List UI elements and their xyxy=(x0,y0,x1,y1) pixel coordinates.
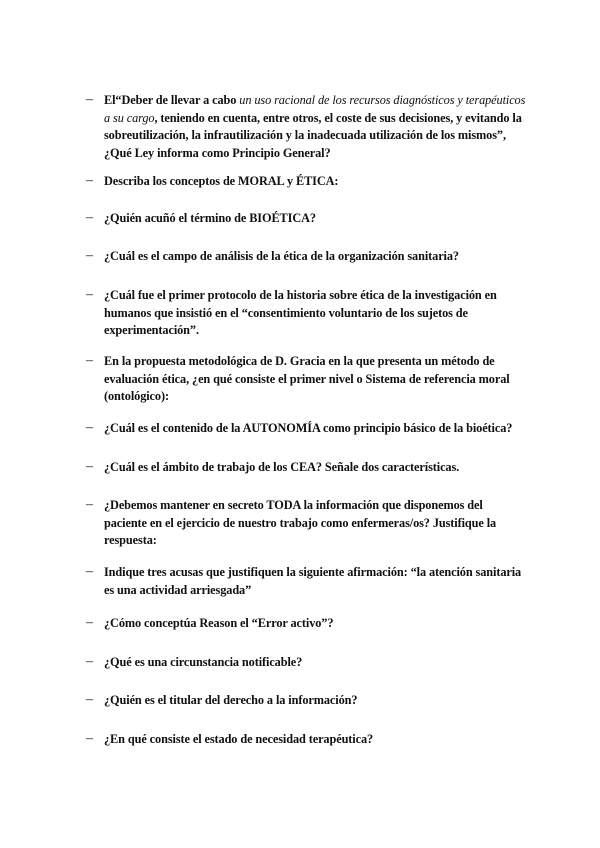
question-text: ¿Cuál es el contenido de la AUTONOMÍA como principio básico de la bioética? xyxy=(104,421,513,435)
bullet-dash: – xyxy=(86,420,93,435)
question-text: ¿Cuál es el campo de análisis de la ética de la organización sanitaria? xyxy=(104,249,459,263)
bullet-dash: – xyxy=(86,459,93,474)
question-text-italic: un uso racional de los recursos diagnósticos y terapéuticos a su cargo xyxy=(104,93,526,125)
bullet-dash: – xyxy=(86,654,93,669)
question-3 xyxy=(86,210,526,228)
question-text-part: , teniendo en cuenta, entre otros, el coste de sus decisiones, y evitando la sobreutilización, la infrautilización y la inadecuada utilización de los mismos”, ¿Qué Ley informa como Principio General? xyxy=(104,110,522,160)
question-text: ¿Quién es el titular del derecho a la información? xyxy=(104,693,358,707)
question-2 xyxy=(86,173,526,191)
bullet-dash: – xyxy=(86,497,93,512)
bullet-dash: – xyxy=(86,173,93,188)
question-text: ¿Qué es una circunstancia notificable? xyxy=(104,655,303,669)
bullet-dash: – xyxy=(86,287,93,302)
question-text-part: El“Deber de llevar a cabo xyxy=(104,93,240,107)
question-8 xyxy=(86,459,526,477)
question-text: ¿Cuál fue el primer protocolo de la historia sobre ética de la investigación en humanos que insistió en el “consentimiento voluntario de los sujetos de experimentación”. xyxy=(104,288,497,337)
question-text: Indique tres acusas que justifiquen la siguiente afirmación: “la atención sanitaria es una actividad arriesgada” xyxy=(104,565,522,597)
bullet-dash: – xyxy=(86,731,93,746)
bullet-dash: – xyxy=(86,692,93,707)
bullet-dash: – xyxy=(86,248,93,263)
question-text: Describa los conceptos de MORAL y ÉTICA: xyxy=(104,174,339,188)
bullet-dash: – xyxy=(86,615,93,630)
question-4 xyxy=(86,248,526,266)
question-text: En la propuesta metodológica de D. Gracia en la que presenta un método de evaluación ética, ¿en qué consiste el primer nivel o Sistema de referencia moral (ontológico): xyxy=(104,354,510,403)
question-text: ¿En qué consiste el estado de necesidad terapéutica? xyxy=(104,732,374,746)
question-text xyxy=(104,92,526,162)
question-text: ¿Cómo conceptúa Reason el “Error activo”? xyxy=(104,616,334,630)
bullet-dash: – xyxy=(86,92,93,107)
question-5 xyxy=(86,287,526,340)
question-text: ¿Debemos mantener en secreto TODA la información que disponemos del paciente en el ejercicio de nuestro trabajo como enfermeras/os? Justifique la respuesta: xyxy=(104,498,497,547)
question-13 xyxy=(86,692,526,710)
bullet-dash: – xyxy=(86,353,93,368)
question-9 xyxy=(86,497,526,550)
question-14 xyxy=(86,731,526,749)
question-12 xyxy=(86,654,526,672)
question-1 xyxy=(86,92,526,162)
bullet-dash: – xyxy=(86,210,93,225)
question-6 xyxy=(86,353,526,406)
bullet-dash: – xyxy=(86,564,93,579)
question-10 xyxy=(86,564,526,599)
question-text: ¿Quién acuñó el término de BIOÉTICA? xyxy=(104,211,316,225)
question-11 xyxy=(86,615,526,633)
question-text: ¿Cuál es el ámbito de trabajo de los CEA? Señale dos características. xyxy=(104,460,460,474)
question-7 xyxy=(86,420,526,438)
